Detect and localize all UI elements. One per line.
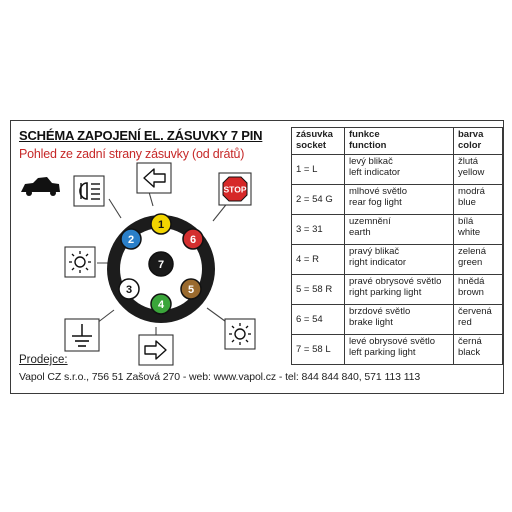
pin-label: 2: [127, 234, 135, 246]
header-color: barva color: [454, 128, 503, 155]
seller-info: Vapol CZ s.r.o., 756 51 Zašová 270 - web: www.vapol.cz - tel: 844 844 840, 571 113 113: [19, 371, 421, 383]
cell-color: bílá white: [454, 215, 503, 245]
diagram-title: SCHÉMA ZAPOJENÍ EL. ZÁSUVKY 7 PIN: [19, 128, 263, 143]
cell-socket: 7 = 58 L: [292, 335, 345, 365]
wiring-table: [291, 127, 503, 365]
pin-label: 4: [157, 299, 165, 311]
table-row: [292, 185, 503, 215]
pin-1: [151, 214, 171, 234]
pin-label: 3: [125, 284, 133, 296]
cell-function: mlhové světlo rear fog light: [345, 185, 454, 215]
socket-diagram: [11, 121, 291, 393]
pin-6: [183, 229, 203, 249]
cell-function: pravý blikač right indicator: [345, 245, 454, 275]
cell-function: uzemnění earth: [345, 215, 454, 245]
table-row: [292, 155, 503, 185]
pin-label: 1: [157, 219, 165, 231]
header-function: funkce function: [345, 128, 454, 155]
cell-socket: 6 = 54: [292, 305, 345, 335]
diagram-subtitle: Pohled ze zadní strany zásuvky (od drátů): [19, 147, 245, 161]
cell-color: červená red: [454, 305, 503, 335]
cell-color: žlutá yellow: [454, 155, 503, 185]
cell-function: pravé obrysové světlo right parking light: [345, 275, 454, 305]
cell-function: levé obrysové světlo left parking light: [345, 335, 454, 365]
table-row: [292, 275, 503, 305]
cell-color: modrá blue: [454, 185, 503, 215]
cell-socket: 3 = 31: [292, 215, 345, 245]
pin-label: 5: [187, 284, 195, 296]
cell-socket: 1 = L: [292, 155, 345, 185]
pin-5: [181, 279, 201, 299]
stop-icon: [219, 173, 251, 205]
cell-socket: 4 = R: [292, 245, 345, 275]
header-socket: zásuvka socket: [292, 128, 345, 155]
seller-label: Prodejce:: [19, 354, 68, 366]
cell-socket: 2 = 54 G: [292, 185, 345, 215]
table-row: [292, 335, 503, 365]
cell-color: hnědá brown: [454, 275, 503, 305]
left-parking-light-icon: [65, 247, 95, 277]
pin-7: [149, 252, 173, 276]
cell-color: zelená green: [454, 245, 503, 275]
ground-icon: [65, 319, 99, 351]
pin-3: [119, 279, 139, 299]
table-row: [292, 215, 503, 245]
cell-socket: 5 = 58 R: [292, 275, 345, 305]
stop-text: STOP: [223, 184, 247, 195]
right-parking-light-icon: [225, 319, 255, 349]
table-row: [292, 305, 503, 335]
cell-function: brzdové světlo brake light: [345, 305, 454, 335]
left-indicator-icon: [137, 163, 171, 193]
cell-color: černá black: [454, 335, 503, 365]
right-indicator-icon: [139, 335, 173, 365]
car-icon: [21, 177, 60, 196]
wiring-card: [10, 120, 504, 394]
pin-4: [151, 294, 171, 314]
pin-2: [121, 229, 141, 249]
table-row: [292, 245, 503, 275]
rear-fog-light-icon: [74, 176, 104, 206]
cell-function: levý blikač left indicator: [345, 155, 454, 185]
table-header-row: [292, 128, 503, 155]
pin-label: 6: [189, 234, 197, 246]
pin-label: 7: [157, 259, 165, 271]
